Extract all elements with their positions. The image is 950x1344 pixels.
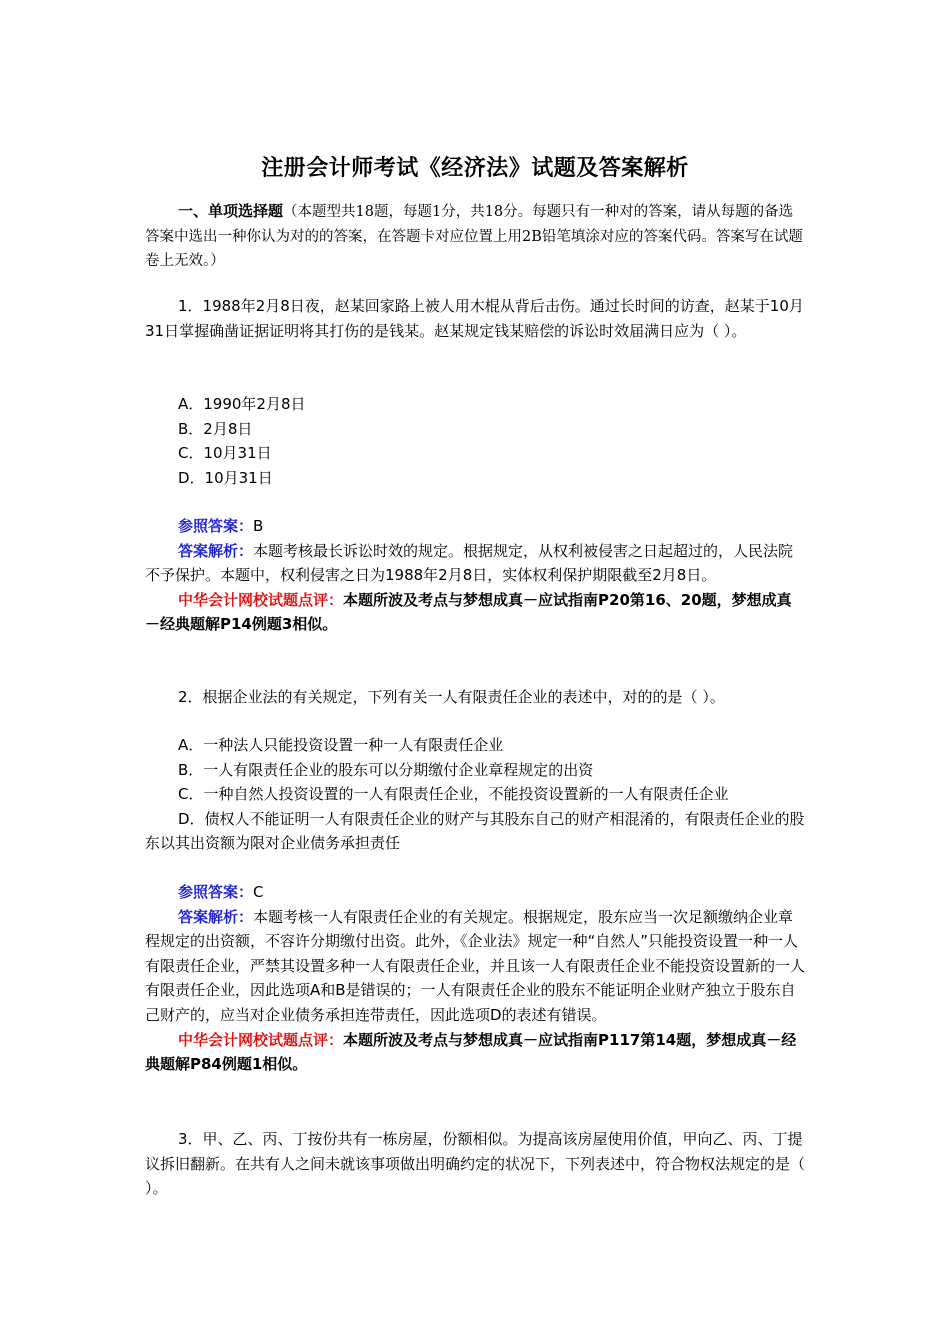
question-3-stem: 3．甲、乙、丙、丁按份共有一栋房屋，份额相似。为提高该房屋使用价值，甲向乙、丙、丁提议拆旧翻新。在共有人之间未就该事项做出明确约定的状况下，下列表述中，符合物权法规定的是（ ）。 xyxy=(145,1130,806,1198)
question-1-stem: 1．1988年2月8日夜，赵某回家路上被人用木棍从背后击伤。通过长时间的访查，赵某于10月31日掌握确凿证据证明将其打伤的是钱某。赵某规定钱某赔偿的诉讼时效届满日应为（ ）。 xyxy=(145,297,804,340)
comment-paragraph xyxy=(145,588,805,637)
comment-label: 中华会计网校试题点评： xyxy=(178,1030,344,1049)
question-1-answer-block xyxy=(145,514,805,637)
comment-label: 中华会计网校试题点评： xyxy=(178,590,344,609)
analysis-label: 答案解析： xyxy=(178,907,254,926)
analysis-paragraph xyxy=(145,539,805,588)
question-2-stem: 2．根据企业法的有关规定，下列有关一人有限责任企业的表述中，对的的是（ ）。 xyxy=(178,688,725,706)
section-instructions xyxy=(145,199,805,274)
option-c: C．一种自然人投资设置的一人有限责任企业，不能投资设置新的一人有限责任企业 xyxy=(178,785,729,804)
answer-line xyxy=(145,514,805,539)
comment-text: 本题所波及考点与梦想成真－应试指南P117第14题，梦想成真－经典题解P84例题1相似。 xyxy=(145,1030,797,1074)
answer-value: B xyxy=(253,517,264,535)
analysis-text: 本题考核一人有限责任企业的有关规定。根据规定，股东应当一次足额缴纳企业章程规定的出资额，不容许分期缴付出资。此外，《企业法》规定一种“自然人”只能投资设置一种一人有限责任企业，严禁其设置多种一人有限责任企业，并且该一人有限责任企业不能投资设置新的一人有限责任企业，因此选项A和B是错误的；一人有限责任企业的股东不能证明企业财产独立于股东自己财产的，应当对企业债务承担连带责任，因此选项D的表述有错误。 xyxy=(145,907,806,1024)
analysis-paragraph xyxy=(145,905,805,1028)
comment-text: 本题所波及考点与梦想成真－应试指南P20第16、20题，梦想成真－经典题解P14例题3相似。 xyxy=(145,590,792,634)
option-d: D．10月31日 xyxy=(178,468,273,487)
question-2-options xyxy=(145,733,805,856)
answer-line xyxy=(145,880,805,905)
option-a: A．1990年2月8日 xyxy=(178,395,306,413)
option-b: B．2月8日 xyxy=(178,419,253,438)
option-b: B．一人有限责任企业的股东可以分期缴付企业章程规定的出资 xyxy=(178,760,594,779)
question-1-options xyxy=(145,392,805,490)
option-d: D．债权人不能证明一人有限责任企业的财产与其股东自己的财产相混淆的，有限责任企业的股东以其出资额为限对企业债务承担责任 xyxy=(145,809,805,853)
section-heading: 一、单项选择题 xyxy=(178,202,284,220)
answer-label: 参照答案： xyxy=(178,883,254,901)
option-c: C．10月31日 xyxy=(178,444,272,463)
analysis-text: 本题考核最长诉讼时效的规定。根据规定，从权利被侵害之日起超过的，人民法院不予保护。本题中，权利侵害之日为1988年2月8日，实体权利保护期限截至2月8日。 xyxy=(145,541,794,585)
question-2-answer-block xyxy=(145,880,805,1077)
comment-paragraph xyxy=(145,1028,805,1077)
answer-value: C xyxy=(253,883,264,901)
option-a: A．一种法人只能投资设置一种一人有限责任企业 xyxy=(178,736,504,754)
analysis-label: 答案解析： xyxy=(178,541,254,560)
section-instructions-text: （本题型共18题，每题1分，共18分。每题只有一种对的答案，请从每题的备选答案中选出一种你认为对的的答案，在答题卡对应位置上用2B铅笔填涂对应的答案代码。答案写在试题卷上无效。） xyxy=(145,204,803,270)
answer-label: 参照答案： xyxy=(178,517,254,535)
document-title: 注册会计师考试《经济法》试题及答案解析 xyxy=(261,155,689,181)
